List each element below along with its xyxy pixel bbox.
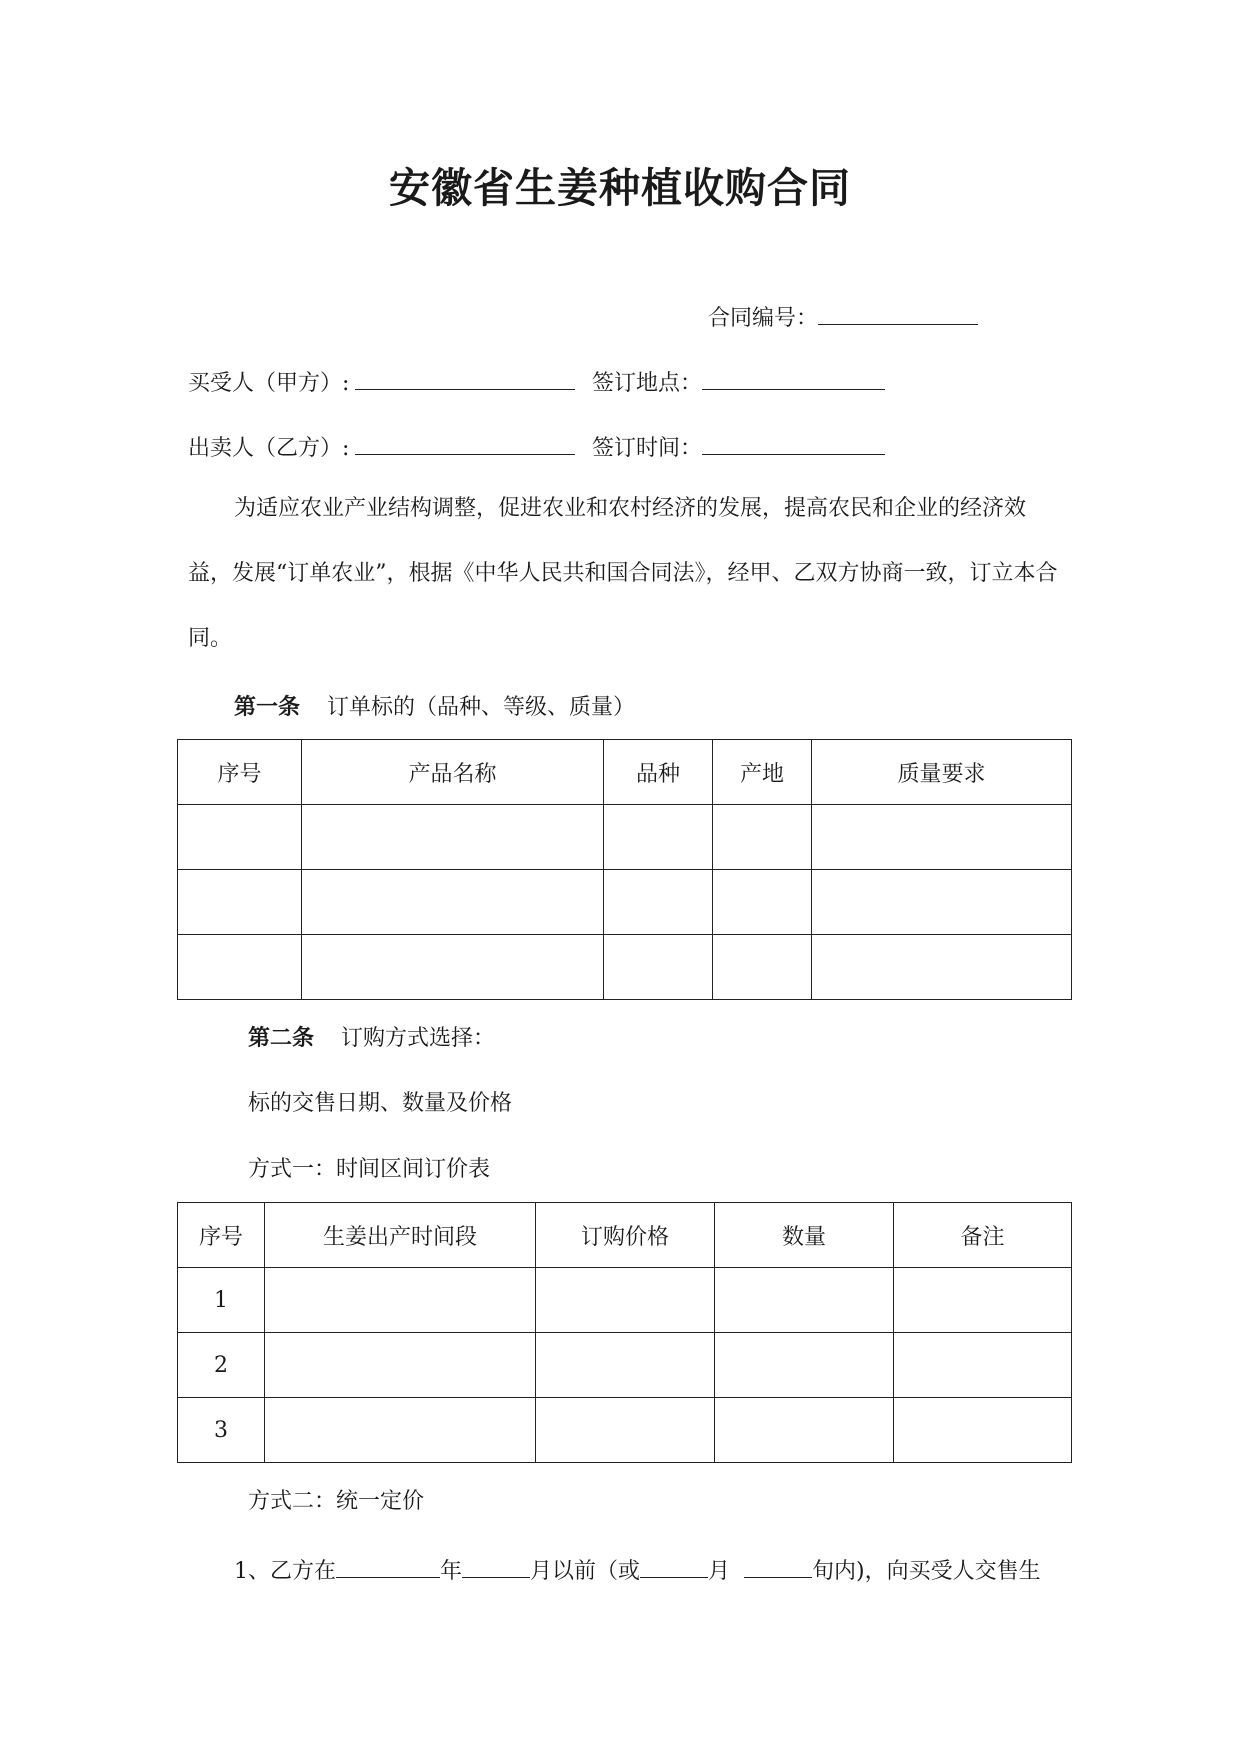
table-cell[interactable] xyxy=(812,870,1072,935)
table-header-row xyxy=(178,740,1072,805)
table-cell[interactable] xyxy=(265,1268,536,1333)
table-cell[interactable] xyxy=(265,1333,536,1398)
pricing-table xyxy=(177,1202,1072,1463)
article-1 xyxy=(234,692,635,723)
buyer-label: 买受人（甲方）: xyxy=(188,371,350,396)
clause-1-prefix: 1、乙方在 xyxy=(234,1559,336,1584)
product-table xyxy=(177,739,1072,1000)
table-row xyxy=(178,1398,1072,1463)
table-header-row xyxy=(178,1203,1072,1268)
seller-row xyxy=(188,430,575,464)
year-blank[interactable] xyxy=(336,1553,440,1578)
table-cell[interactable] xyxy=(713,935,812,1000)
table-cell[interactable] xyxy=(604,805,713,870)
table-cell[interactable] xyxy=(715,1398,894,1463)
seller-label: 出卖人（乙方）: xyxy=(188,436,350,461)
sign-place-row xyxy=(592,365,885,399)
table-cell[interactable] xyxy=(178,935,302,1000)
contract-number-blank[interactable] xyxy=(818,300,978,325)
article-1-text: 订单标的（品种、等级、质量） xyxy=(327,695,636,720)
seller-blank[interactable] xyxy=(355,430,575,455)
table-cell[interactable] xyxy=(302,935,604,1000)
table-cell[interactable] xyxy=(265,1398,536,1463)
table-row xyxy=(178,1268,1072,1333)
article-2 xyxy=(248,1023,495,1054)
article-2-text: 订购方式选择： xyxy=(341,1026,496,1051)
month-blank[interactable] xyxy=(462,1553,530,1578)
article-1-heading: 第一条 xyxy=(234,694,301,720)
table-cell[interactable] xyxy=(536,1333,715,1398)
header-cell: 备注 xyxy=(894,1203,1072,1268)
table-cell[interactable] xyxy=(536,1268,715,1333)
header-cell: 质量要求 xyxy=(812,740,1072,805)
month-before-label: 月以前（或 xyxy=(530,1559,641,1584)
table-cell[interactable] xyxy=(302,870,604,935)
row-number-cell: 2 xyxy=(178,1333,265,1398)
table-cell[interactable] xyxy=(713,870,812,935)
table-cell[interactable] xyxy=(894,1398,1072,1463)
sign-place-label: 签订地点： xyxy=(592,371,703,396)
table-cell[interactable] xyxy=(178,870,302,935)
year-label: 年 xyxy=(440,1559,463,1584)
table-cell[interactable] xyxy=(178,805,302,870)
sign-time-row xyxy=(592,430,885,464)
header-cell: 产地 xyxy=(713,740,812,805)
method-2-line: 方式二：统一定价 xyxy=(248,1489,425,1514)
table-cell[interactable] xyxy=(604,870,713,935)
buyer-blank[interactable] xyxy=(355,365,575,390)
sign-time-blank[interactable] xyxy=(702,430,885,455)
row-number-cell: 3 xyxy=(178,1398,265,1463)
table-row xyxy=(178,935,1072,1000)
document-title: 安徽省生姜种植收购合同 xyxy=(389,164,851,212)
table-cell[interactable] xyxy=(715,1268,894,1333)
clause-1-end: 旬内)，向买受人交售生 xyxy=(812,1559,1041,1584)
sign-place-blank[interactable] xyxy=(702,365,885,390)
table-cell[interactable] xyxy=(715,1333,894,1398)
table-row xyxy=(178,870,1072,935)
table-row xyxy=(178,805,1072,870)
table-cell[interactable] xyxy=(894,1333,1072,1398)
table-cell[interactable] xyxy=(812,935,1072,1000)
header-cell: 生姜出产时间段 xyxy=(265,1203,536,1268)
header-cell: 序号 xyxy=(178,740,302,805)
article-2-heading: 第二条 xyxy=(248,1025,315,1051)
contract-number-row xyxy=(708,300,978,334)
subject-line: 标的交售日期、数量及价格 xyxy=(248,1091,513,1116)
header-cell: 订购价格 xyxy=(536,1203,715,1268)
header-cell: 品种 xyxy=(604,740,713,805)
table-cell[interactable] xyxy=(604,935,713,1000)
table-cell[interactable] xyxy=(302,805,604,870)
clause-1 xyxy=(234,1553,1041,1587)
alt-month-blank[interactable] xyxy=(640,1553,708,1578)
header-cell: 数量 xyxy=(715,1203,894,1268)
month-label: 月 xyxy=(708,1559,731,1584)
row-number-cell: 1 xyxy=(178,1268,265,1333)
buyer-row xyxy=(188,365,575,399)
table-row xyxy=(178,1333,1072,1398)
contract-number-label: 合同编号： xyxy=(708,306,819,331)
table-cell[interactable] xyxy=(713,805,812,870)
header-cell: 产品名称 xyxy=(302,740,604,805)
period-blank[interactable] xyxy=(744,1553,812,1578)
table-cell[interactable] xyxy=(536,1398,715,1463)
sign-time-label: 签订时间： xyxy=(592,436,703,461)
intro-paragraph: 为适应农业产业结构调整，促进农业和农村经济的发展，提高农民和企业的经济效益，发展“订单农业”，根据《中华人民共和国合同法》，经甲、乙双方协商一致，订立本合同。 xyxy=(188,496,1058,651)
header-cell: 序号 xyxy=(178,1203,265,1268)
table-cell[interactable] xyxy=(894,1268,1072,1333)
table-cell[interactable] xyxy=(812,805,1072,870)
method-1-line: 方式一：时间区间订价表 xyxy=(248,1157,491,1182)
